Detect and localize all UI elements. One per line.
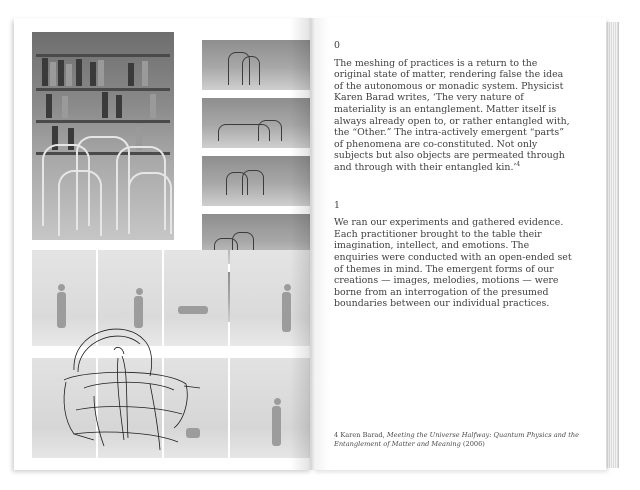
body-text <box>334 40 574 336</box>
book <box>98 60 104 86</box>
wire-shape <box>242 170 264 195</box>
section-0 <box>334 40 574 174</box>
book <box>42 58 48 86</box>
section-1 <box>334 200 574 310</box>
footnote-author: Karen Barad, <box>340 431 385 439</box>
bookshelf-chairs-photo <box>32 32 174 240</box>
footnote-number: 4 <box>334 431 339 439</box>
book <box>66 64 72 86</box>
book <box>142 61 148 86</box>
footnote-title: Meeting the Universe Halfway: Quantum Physics and the Entanglement of Matter and Meaning <box>334 431 579 448</box>
book <box>90 62 96 86</box>
performer-head <box>58 284 65 291</box>
section-paragraph-text: The meshing of practices is a return to the original state of matter, rendering false the idea of the autonomous or monadic system. Physicist Karen Barad writes, ‘The very nature of materiality is an entanglement. Matter itself is always already open to, or rather entangled with, the “Other.” The intra-actively emergent “parts” of phenomena are co-constituted. Not only subjects but also objects are permeated through and through with their entangled kin.’ <box>334 57 570 173</box>
book <box>50 62 56 86</box>
performer-figure <box>272 406 281 446</box>
section-paragraph <box>334 58 574 174</box>
chair-sketch-drawing <box>54 310 204 462</box>
wire-shape <box>258 120 282 141</box>
book <box>62 96 68 118</box>
left-page <box>14 18 312 470</box>
book <box>102 92 108 118</box>
book <box>58 60 64 86</box>
performer-head <box>274 398 281 405</box>
shelf <box>36 120 170 123</box>
footnote <box>334 431 584 448</box>
wire-chair-thumbnail <box>202 40 310 90</box>
book <box>116 95 122 118</box>
performer-strip-photo <box>230 250 310 346</box>
book <box>128 63 134 86</box>
book <box>150 94 156 118</box>
chair-outline <box>128 172 172 234</box>
section-number: 0 <box>334 40 340 51</box>
performer-head <box>136 288 143 295</box>
wire-chair-thumbnail <box>202 156 310 206</box>
footnote-reference: 4 <box>516 160 521 168</box>
chair-outline <box>58 170 102 236</box>
section-paragraph: We ran our experiments and gathered evidence. Each practitioner brought to the table their imagination, intellect, and emotions. The enquiries were conducted with an open-ended set of themes in mind. The emergent forms of our creations — images, melodies, motions — were borne from an interrogation of the presumed boundaries between our individual practices. <box>334 217 572 310</box>
section-number: 1 <box>334 199 340 211</box>
performer-head <box>284 284 291 291</box>
wire-shape <box>242 56 260 85</box>
performer-strip-photo <box>230 358 310 458</box>
shelf <box>36 54 170 57</box>
book <box>46 94 52 118</box>
wire-chair-thumbnail <box>202 98 310 148</box>
performer-figure <box>282 292 291 332</box>
footnote-year: (2006) <box>462 439 485 448</box>
book <box>76 59 82 86</box>
shelf <box>36 88 170 91</box>
